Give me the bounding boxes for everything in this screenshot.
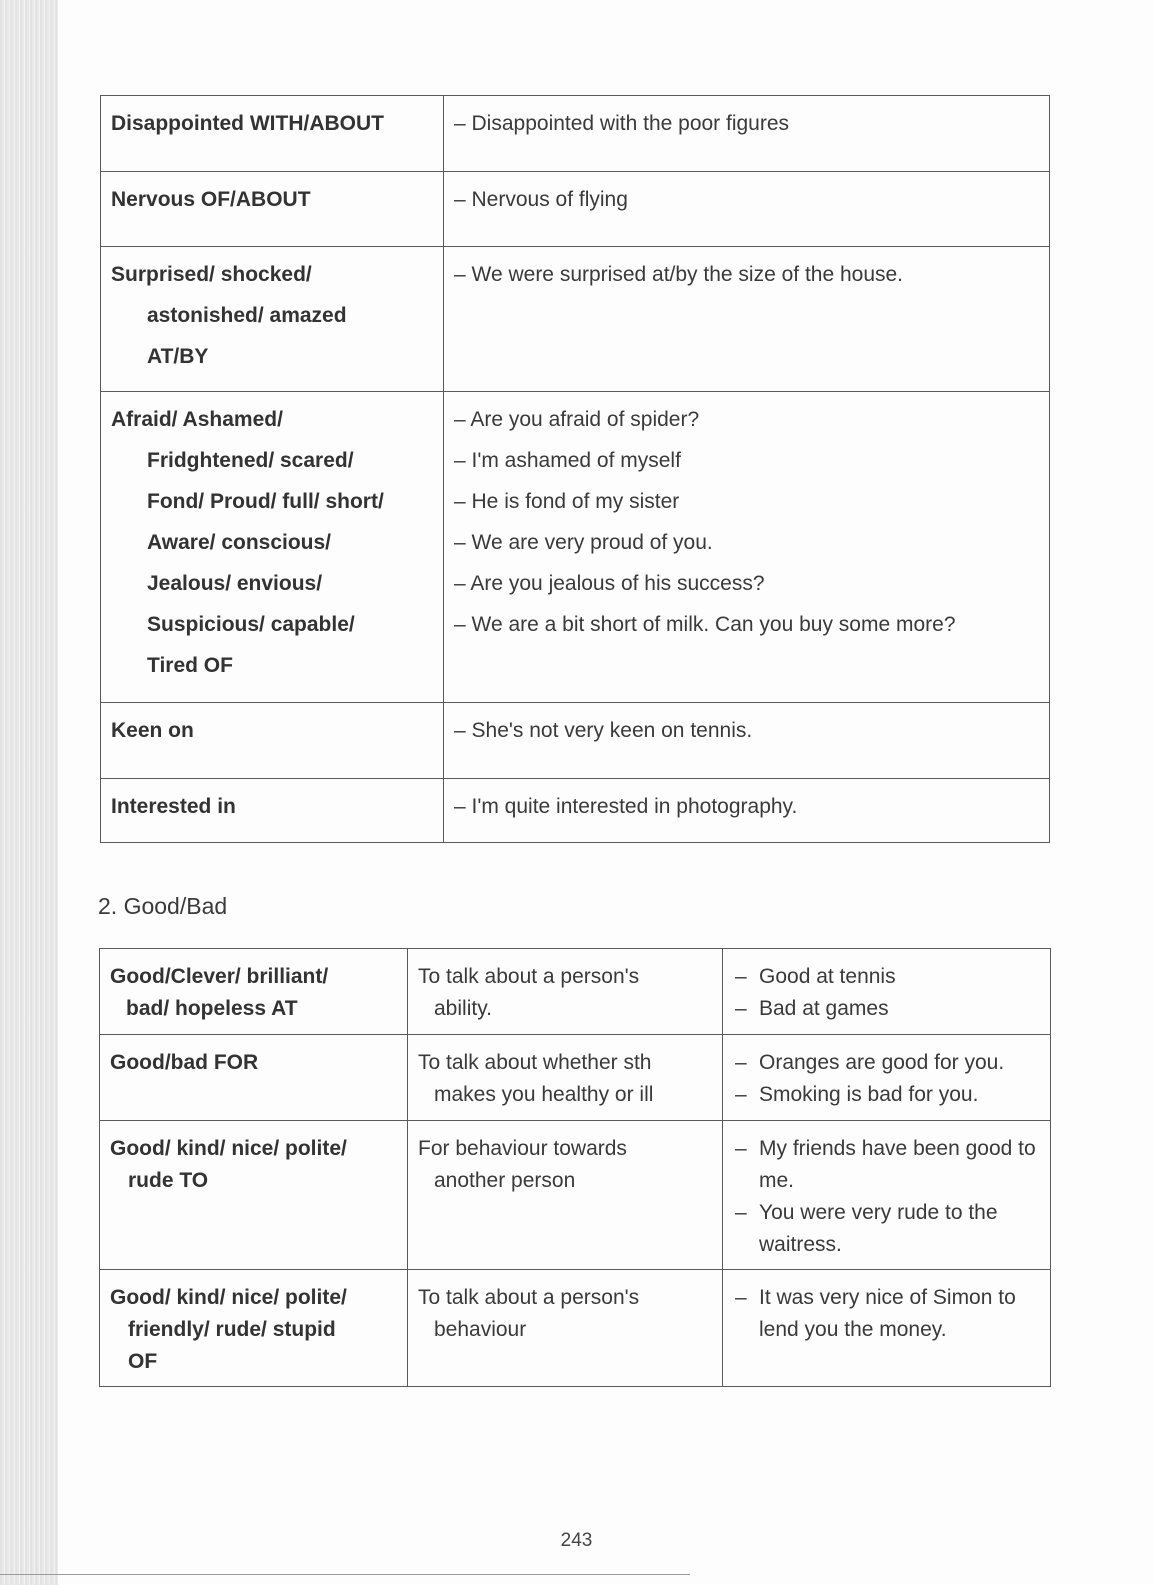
use-line: To talk about whether sth [418, 1051, 652, 1074]
use-line: To talk about a person's [418, 1286, 640, 1309]
example-line: – We are very proud of you. [454, 522, 1039, 563]
use-line: another person [434, 1169, 576, 1192]
term-cell [101, 96, 444, 172]
use-line: ability. [434, 997, 492, 1020]
example-cell [723, 1270, 1051, 1387]
term-line: Keen on [111, 719, 194, 742]
term-line: Good/ kind/ nice/ polite/ [110, 1286, 347, 1309]
table-row [101, 779, 1050, 843]
good-bad-table [99, 948, 1051, 1387]
term-line: Afraid/ Ashamed/ [111, 408, 283, 431]
section-heading: 2. Good/Bad [98, 893, 228, 919]
example-line: – We are a bit short of milk. Can you buy some more? [454, 604, 1039, 645]
term-line: AT/BY [147, 345, 209, 368]
term-line: Tired OF [147, 654, 233, 677]
example-line: – He is fond of my sister [454, 481, 1039, 522]
example-line: – Oranges are good for you. [733, 1047, 1040, 1079]
table-row [100, 1270, 1051, 1387]
adjective-preposition-table [100, 95, 1050, 843]
bottom-rule [0, 1574, 690, 1575]
term-cell [100, 1121, 408, 1270]
use-line: makes you healthy or ill [434, 1083, 654, 1106]
example-line: – It was very nice of Simon to lend you the money. [733, 1282, 1040, 1346]
example-cell [444, 779, 1050, 843]
term-line: rude TO [128, 1169, 209, 1192]
example-line: – You were very rude to the waitress. [733, 1197, 1040, 1261]
example-cell [723, 1035, 1051, 1121]
term-cell [100, 1035, 408, 1121]
table-row [101, 96, 1050, 172]
term-line: Aware/ conscious/ [147, 531, 332, 554]
example-line: – Smoking is bad for you. [733, 1079, 1040, 1111]
example-line: – Good at tennis [733, 961, 1040, 993]
example-line: – Bad at games [733, 993, 1040, 1025]
term-line: Suspicious/ capable/ [147, 613, 355, 636]
term-line: Jealous/ envious/ [147, 572, 323, 595]
term-line: friendly/ rude/ stupid [128, 1318, 336, 1341]
term-cell [100, 949, 408, 1035]
term-cell [101, 392, 444, 703]
example-line: – Disappointed with the poor figures [454, 103, 1039, 144]
example-cell [444, 96, 1050, 172]
example-cell [723, 949, 1051, 1035]
example-cell [444, 703, 1050, 779]
table-row [101, 172, 1050, 247]
example-cell [444, 392, 1050, 703]
example-cell [723, 1121, 1051, 1270]
example-line: – We were surprised at/by the size of the house. [454, 254, 1039, 295]
term-line: Interested in [111, 795, 236, 818]
use-cell [408, 1035, 723, 1121]
page-number: 243 [560, 1530, 593, 1551]
term-line: Fridghtened/ scared/ [147, 449, 354, 472]
table-row [100, 949, 1051, 1035]
term-cell [101, 172, 444, 247]
use-cell [408, 949, 723, 1035]
example-line: – I'm ashamed of myself [454, 440, 1039, 481]
example-cell [444, 172, 1050, 247]
use-line: For behaviour towards [418, 1137, 627, 1160]
example-line: – Are you jealous of his success? [454, 563, 1039, 604]
term-line: Disappointed WITH/ABOUT [111, 112, 384, 135]
term-cell [100, 1270, 408, 1387]
term-line: astonished/ amazed [147, 304, 347, 327]
use-line: behaviour [434, 1318, 527, 1341]
term-cell [101, 703, 444, 779]
example-line: – She's not very keen on tennis. [454, 710, 1039, 751]
example-line: – Are you afraid of spider? [454, 399, 1039, 440]
term-line: Good/bad FOR [110, 1051, 259, 1074]
use-cell [408, 1270, 723, 1387]
example-line: – My friends have been good to me. [733, 1133, 1040, 1197]
term-cell [101, 247, 444, 392]
term-line: bad/ hopeless AT [126, 997, 298, 1020]
use-line: To talk about a person's [418, 965, 640, 988]
term-line: OF [128, 1350, 158, 1373]
table-row [101, 703, 1050, 779]
table-row [100, 1035, 1051, 1121]
use-cell [408, 1121, 723, 1270]
term-line: Fond/ Proud/ full/ short/ [147, 490, 384, 513]
example-cell [444, 247, 1050, 392]
term-line: Good/ kind/ nice/ polite/ [110, 1137, 347, 1160]
term-line: Nervous OF/ABOUT [111, 188, 311, 211]
example-line: – I'm quite interested in photography. [454, 786, 1039, 827]
table-row [101, 247, 1050, 392]
term-cell [101, 779, 444, 843]
scan-edge [0, 0, 58, 1585]
example-line: – Nervous of flying [454, 179, 1039, 220]
table-row [101, 392, 1050, 703]
term-line: Good/Clever/ brilliant/ [110, 965, 329, 988]
table-row [100, 1121, 1051, 1270]
term-line: Surprised/ shocked/ [111, 263, 312, 286]
